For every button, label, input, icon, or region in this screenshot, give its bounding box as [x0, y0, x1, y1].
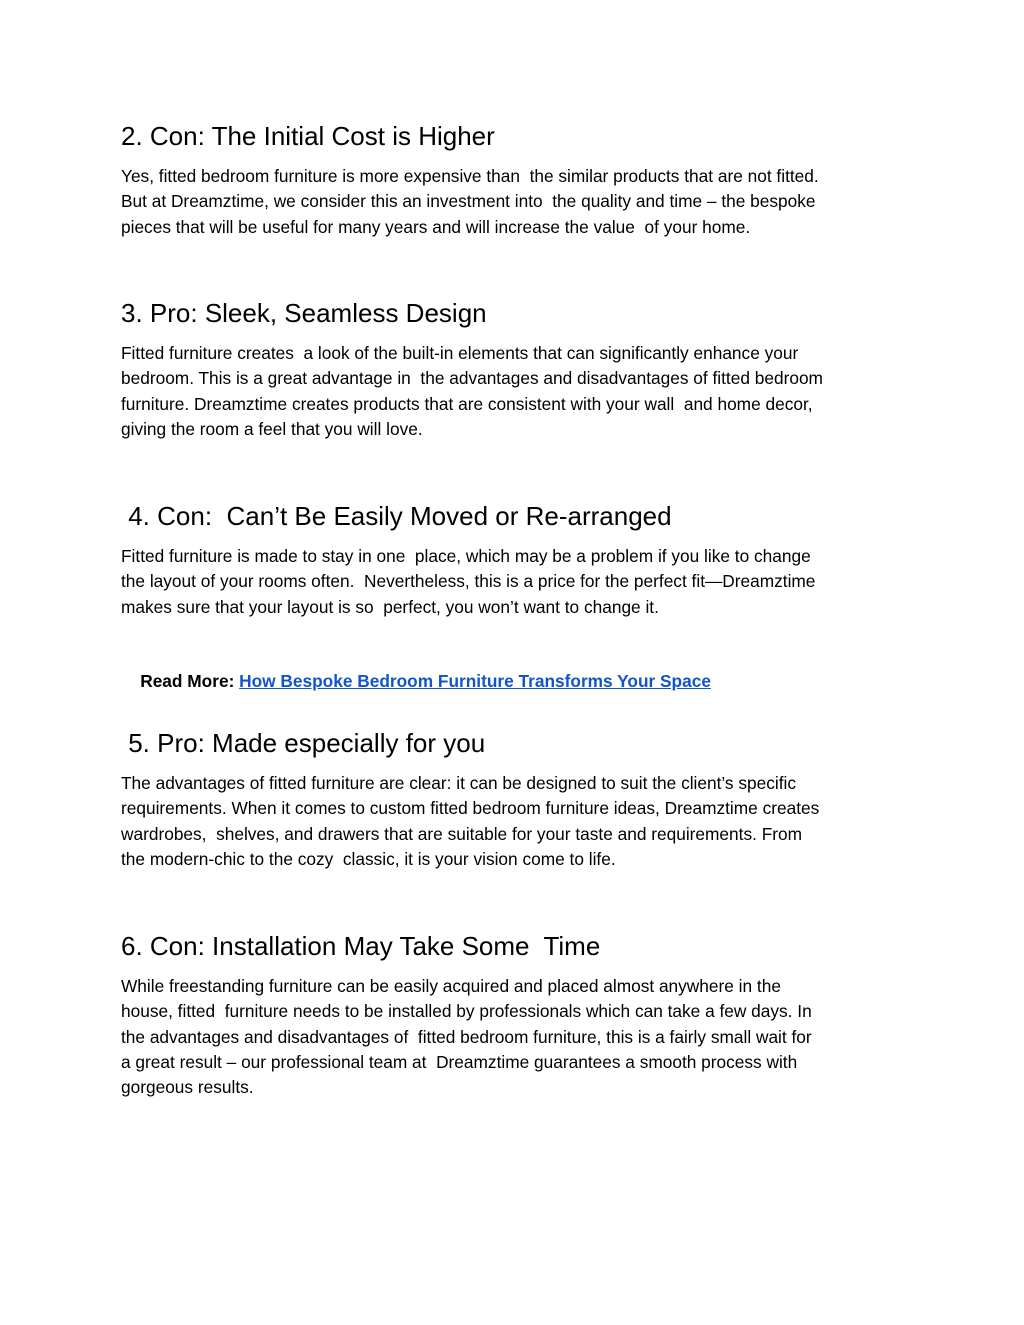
section-heading-made-for-you: 5. Pro: Made especially for you — [121, 728, 486, 758]
section-paragraph-design — [121, 341, 921, 442]
paragraph-line: house, fitted furniture needs to be installed by professionals which can take a few days. In — [121, 1001, 812, 1022]
paragraph-line: the modern-chic to the cozy classic, it is your vision come to life. — [121, 848, 616, 869]
section-heading-cost: 2. Con: The Initial Cost is Higher — [121, 121, 495, 151]
paragraph-line: makes sure that your layout is so perfect, you won’t want to change it. — [121, 596, 659, 617]
paragraph-line: Fitted furniture creates a look of the built-in elements that can significantly enhance your — [121, 343, 799, 363]
section-paragraph-moved — [121, 544, 921, 620]
read-more — [121, 648, 711, 714]
paragraph-line: While freestanding furniture can be easily acquired and placed almost anywhere in the — [121, 976, 781, 996]
paragraph-line: The advantages of fitted furniture are clear: it can be designed to suit the client’s specific — [121, 773, 796, 793]
section-heading-moved: 4. Con: Can’t Be Easily Moved or Re-arranged — [121, 501, 672, 531]
paragraph-line: the layout of your rooms often. Nevertheless, this is a price for the perfect fit—Dreamztime — [121, 571, 816, 592]
read-more-link[interactable]: How Bespoke Bedroom Furniture Transforms Your Space — [239, 671, 711, 691]
paragraph-line: Yes, fitted bedroom furniture is more expensive than the similar products that are not fitted. — [121, 166, 819, 186]
paragraph-line: gorgeous results. — [121, 1077, 254, 1098]
section-heading-design: 3. Pro: Sleek, Seamless Design — [121, 298, 487, 328]
section-heading-installation: 6. Con: Installation May Take Some Time — [121, 931, 601, 961]
paragraph-line: furniture. Dreamztime creates products that are consistent with your wall and home decor, — [121, 393, 813, 414]
paragraph-line: a great result – our professional team at Dreamztime guarantees a smooth process with — [121, 1051, 798, 1072]
paragraph-line: bedroom. This is a great advantage in the advantages and disadvantages of fitted bedroom — [121, 368, 823, 389]
paragraph-line: Fitted furniture is made to stay in one place, which may be a problem if you like to change — [121, 546, 811, 566]
section-paragraph-installation — [121, 974, 921, 1100]
paragraph-line: But at Dreamztime, we consider this an investment into the quality and time – the bespoke — [121, 191, 816, 212]
section-paragraph-made-for-you — [121, 771, 921, 872]
paragraph-line: pieces that will be useful for many years and will increase the value of your home. — [121, 216, 751, 237]
paragraph-line: wardrobes, shelves, and drawers that are suitable for your taste and requirements. From — [121, 823, 803, 844]
section-paragraph-cost — [121, 164, 921, 240]
read-more-label: Read More: — [140, 671, 240, 691]
paragraph-line: giving the room a feel that you will love. — [121, 418, 423, 439]
paragraph-line: the advantages and disadvantages of fitted bedroom furniture, this is a fairly small wait for — [121, 1026, 812, 1047]
paragraph-line: requirements. When it comes to custom fitted bedroom furniture ideas, Dreamztime creates — [121, 798, 820, 819]
